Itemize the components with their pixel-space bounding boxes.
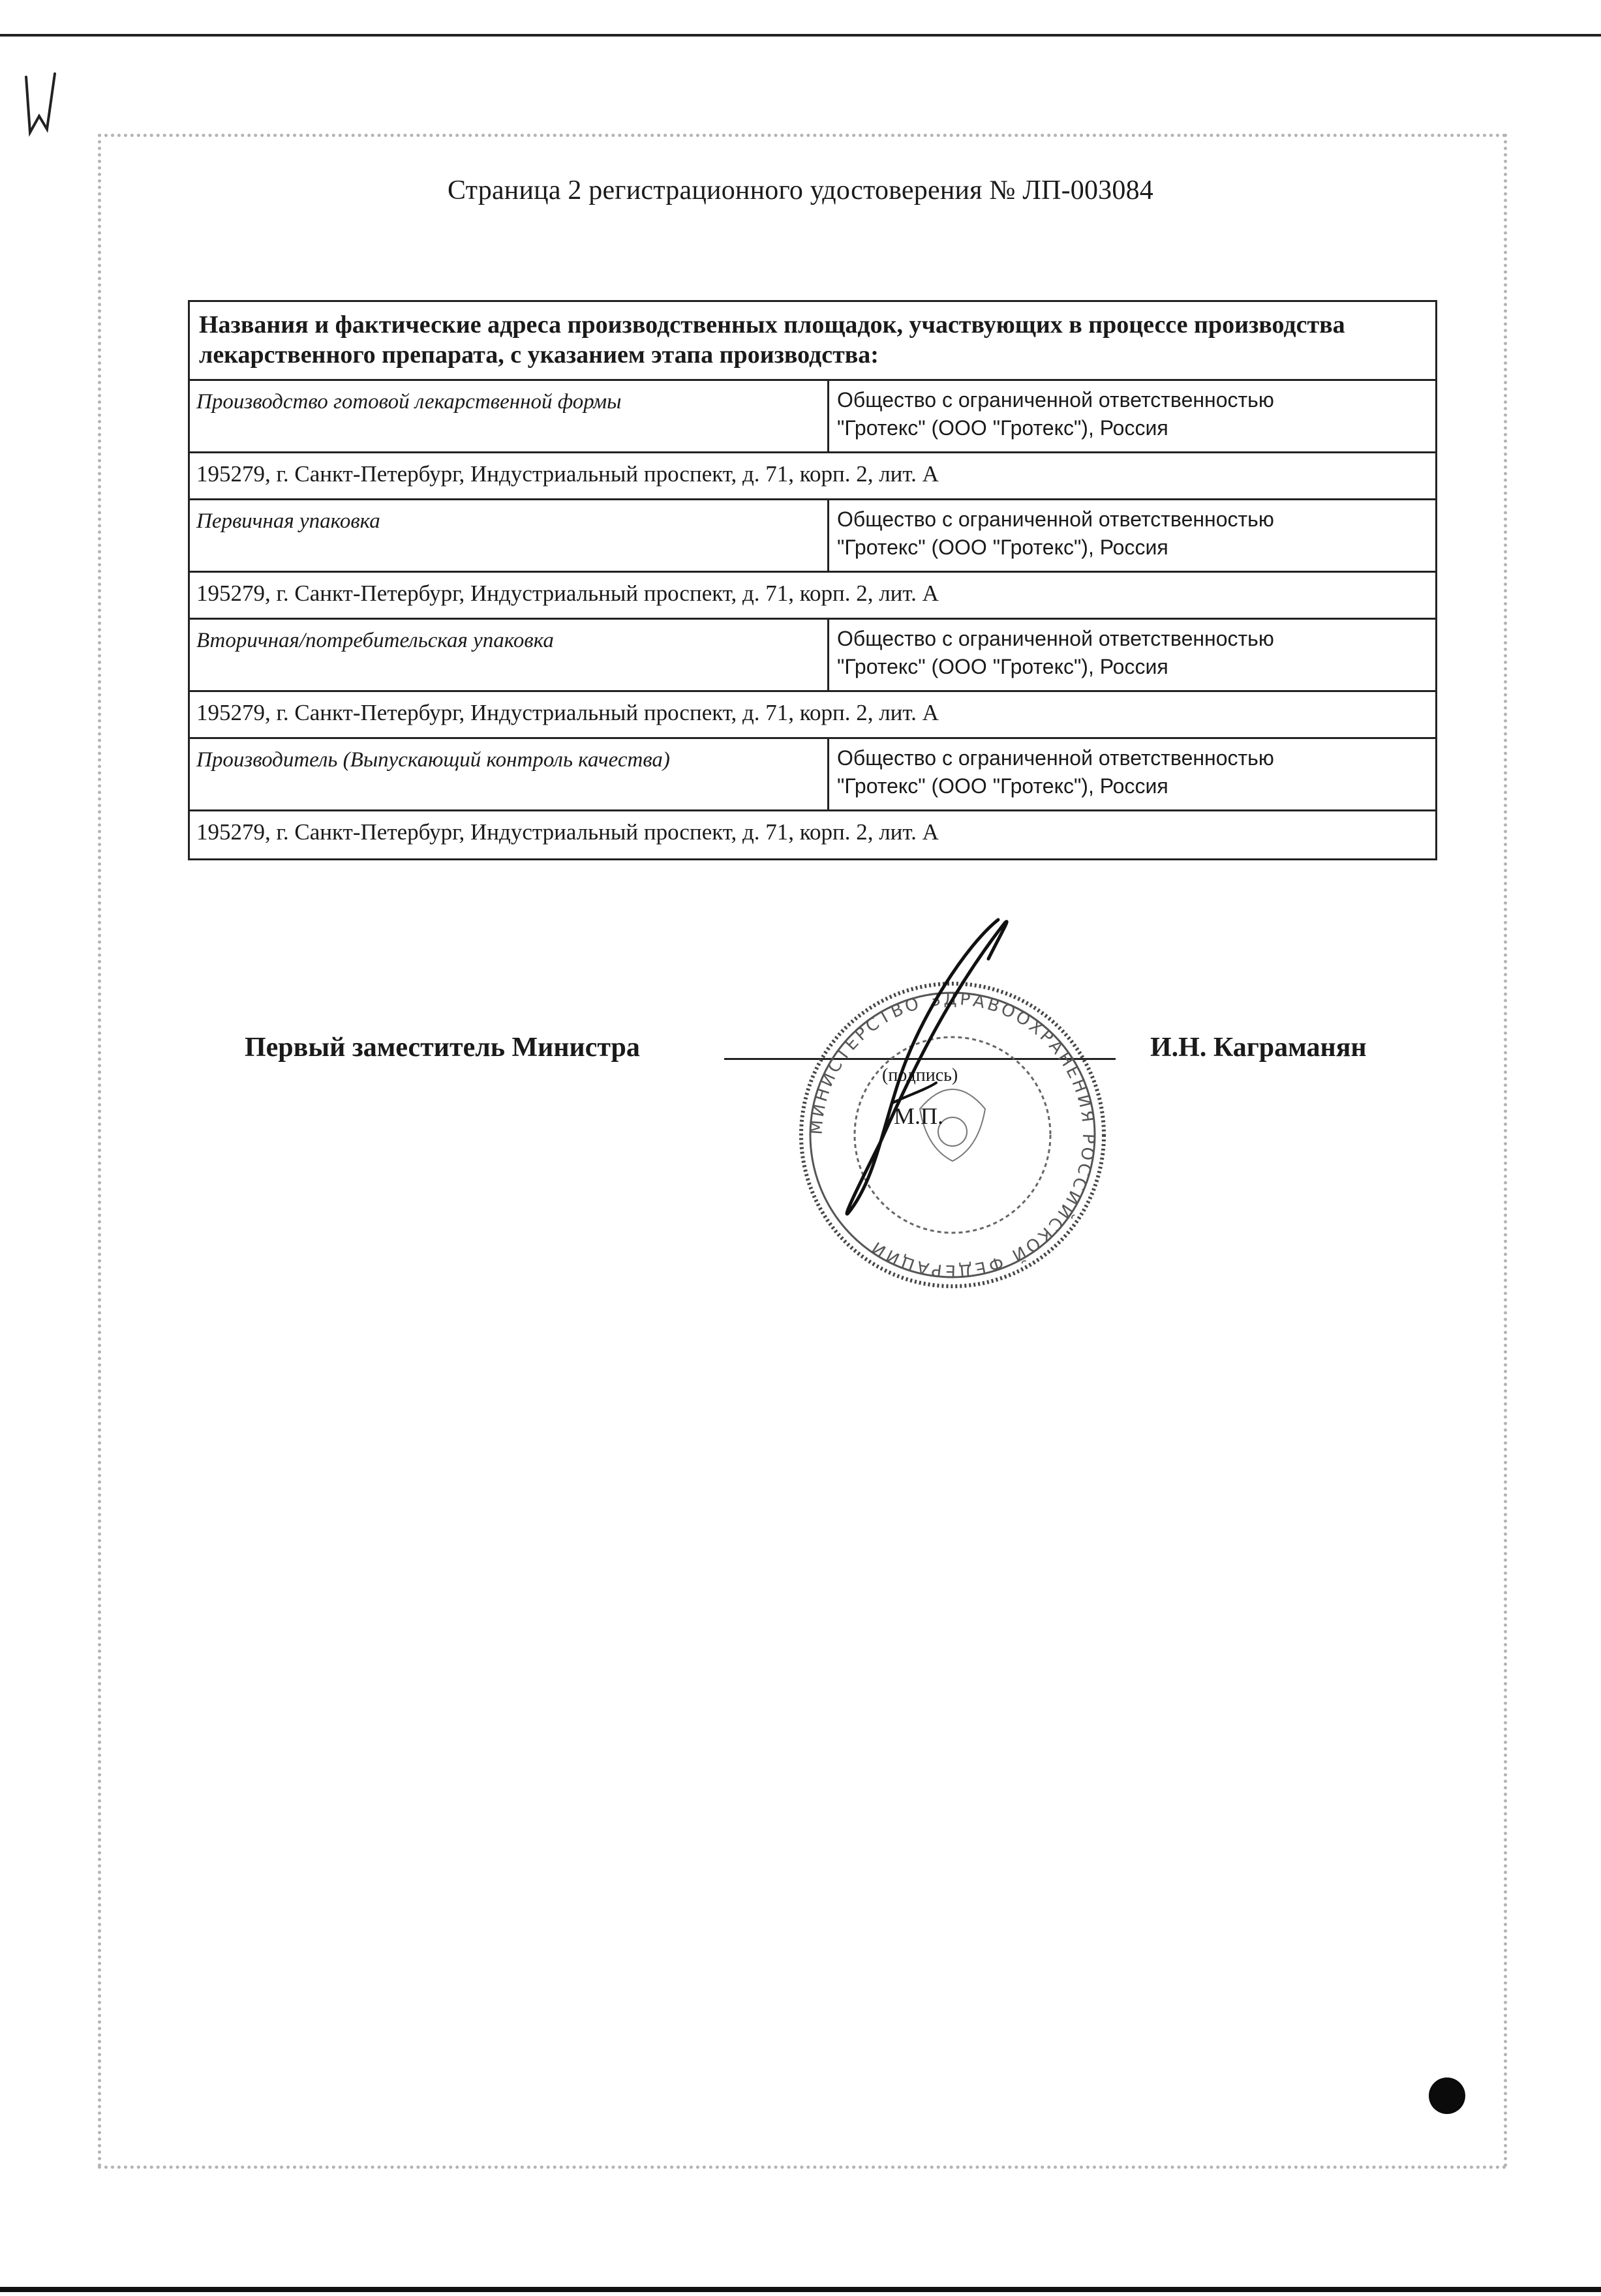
site-address: 195279, г. Санкт-Петербург, Индустриальный проспект, д. 71, корп. 2, лит. А [190,692,1435,739]
production-sites-table [188,300,1437,860]
production-stage: Производство готовой лекарственной формы [190,381,829,451]
table-row [190,739,1435,811]
manufacturer-name-line1: Общество с ограниченной ответственностью [837,627,1274,650]
scan-edge-bottom [0,2287,1601,2292]
scan-edge-top [0,34,1601,37]
stamp-text: МИНИСТЕРСТВО ЗДРАВООХРАНЕНИЯ РОССИЙСКОЙ ФЕДЕРАЦИИ [806,989,1099,1281]
table-row [190,381,1435,453]
production-stage: Первичная упаковка [190,500,829,571]
manufacturer-name [829,620,1435,690]
manufacturer-name-line2: "Гротекс" (ООО "Гротекс"), Россия [837,536,1168,559]
site-address: 195279, г. Санкт-Петербург, Индустриальный проспект, д. 71, корп. 2, лит. А [190,573,1435,620]
signer-title: Первый заместитель Министра [245,1033,640,1063]
manufacturer-name-line2: "Гротекс" (ООО "Гротекс"), Россия [837,416,1168,440]
signer-name: И.Н. Каграманян [1150,1033,1367,1063]
handwritten-check-mark [21,70,60,142]
manufacturer-name-line2: "Гротекс" (ООО "Гротекс"), Россия [837,655,1168,678]
seal-caption: М.П. [894,1103,944,1129]
manufacturer-name [829,739,1435,809]
manufacturer-name-line2: "Гротекс" (ООО "Гротекс"), Россия [837,774,1168,798]
table-row [190,500,1435,573]
production-stage: Производитель (Выпускающий контроль качества) [190,739,829,809]
manufacturer-name-line1: Общество с ограниченной ответственностью [837,507,1274,531]
handwritten-signature [802,907,1050,1246]
manufacturer-name [829,381,1435,451]
manufacturer-name-line1: Общество с ограниченной ответственностью [837,746,1274,770]
corner-punch-mark [1429,2077,1465,2114]
table-header: Названия и фактические адреса производственных площадок, участвующих в процессе производства лекарственного препарата, с указанием этапа производства: [190,302,1435,381]
page-title: Страница 2 регистрационного удостоверения № ЛП-003084 [448,175,1153,205]
production-stage: Вторичная/потребительская упаковка [190,620,829,690]
manufacturer-name [829,500,1435,571]
site-address: 195279, г. Санкт-Петербург, Индустриальный проспект, д. 71, корп. 2, лит. А [196,819,939,845]
manufacturer-name-line1: Общество с ограниченной ответственностью [837,388,1274,412]
table-row [190,620,1435,692]
site-address: 195279, г. Санкт-Петербург, Индустриальный проспект, д. 71, корп. 2, лит. А [190,453,1435,500]
signature-caption: (подпись) [882,1065,958,1085]
